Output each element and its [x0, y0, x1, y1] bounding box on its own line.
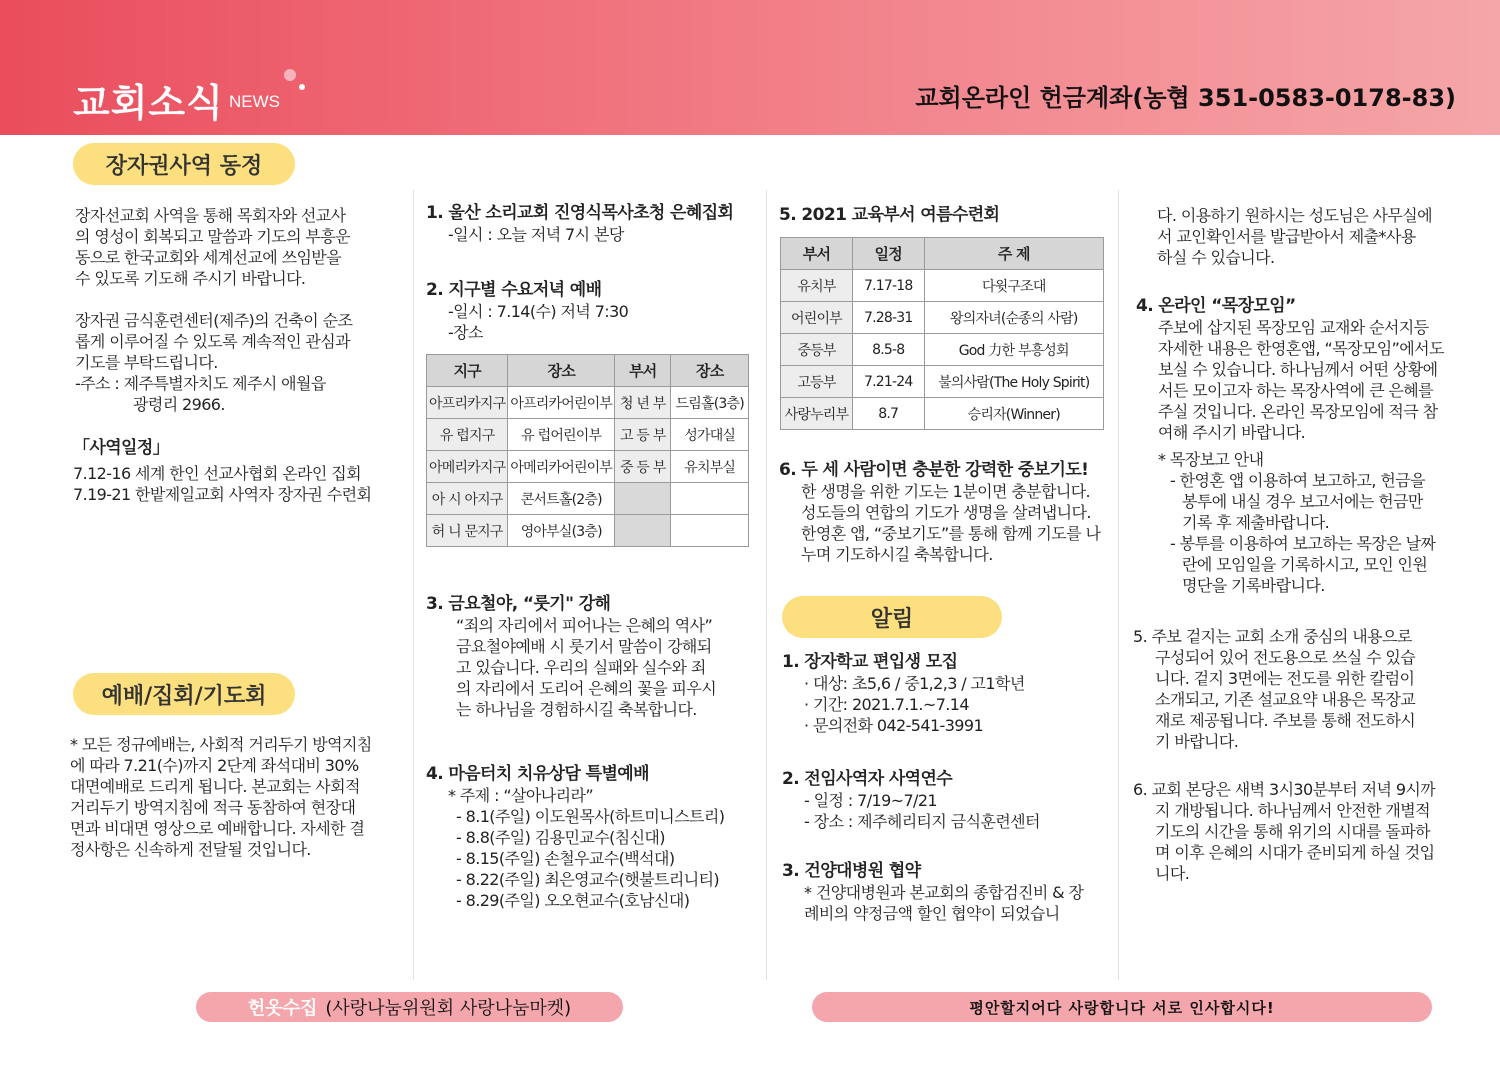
text-line: 에 따라 7.21(수)까지 2단계 좌석대비 30%	[70, 756, 359, 775]
text-line: 수 있도록 기도해 주시기 바랍니다.	[75, 269, 306, 288]
text-line: 서 교인확인서를 발급받아서 제출*사용	[1157, 227, 1416, 246]
text-line: 봉투에 내실 경우 보고서에는 헌금만	[1182, 492, 1423, 511]
text-line: 보실 수 있습니다. 하나님께서 어떤 상황에	[1158, 360, 1438, 379]
table-cell: 성가대실	[671, 419, 749, 451]
table-cell: 승리자(Winner)	[924, 398, 1103, 430]
column-divider	[413, 190, 414, 980]
decor-dot-small-icon	[299, 84, 305, 90]
page-title: 교회소식	[73, 81, 224, 125]
table-cell: 8.5-8	[852, 334, 924, 366]
table-header-row	[427, 355, 749, 387]
text-line: * 건양대병원과 본교회의 종합검진비 & 장	[804, 883, 1084, 902]
text-line: 6. 교회 본당은 새벽 3시30분부터 저녁 9시까	[1133, 780, 1436, 799]
table-header-cell: 주 제	[924, 238, 1103, 270]
item-detail: * 주제 : “살아나리라”	[448, 786, 594, 805]
table-row	[427, 483, 749, 515]
table-row	[427, 515, 749, 547]
notice5-block	[1133, 626, 1478, 752]
item-title: 4. 마음터치 치유상담 특별예배	[426, 764, 649, 784]
table-row	[781, 302, 1104, 334]
table-cell: 7.17-18	[852, 270, 924, 302]
table-row	[427, 387, 749, 419]
section-title-notice: 알림	[782, 596, 1002, 638]
footer-clothes-collection	[196, 992, 623, 1022]
text-line: · 기간: 2021.7.1.~7.14	[804, 695, 969, 714]
text-line: 재로 제공됩니다. 주보를 통해 전도하시	[1155, 711, 1416, 730]
worship-text	[70, 734, 405, 860]
schedule-item: 7.12-16 세계 한인 선교사협회 온라인 집회	[73, 464, 361, 483]
table-cell: 8.7	[852, 398, 924, 430]
footer-text: (사랑나눔위원회 사랑나눔마켓)	[325, 998, 572, 1019]
table-header-cell: 부서	[781, 238, 853, 270]
sub-title: * 목장보고 안내	[1158, 450, 1264, 469]
table-cell: 왕의자녀(순종의 사람)	[924, 302, 1103, 334]
text-line: * 모든 정규예배는, 사회적 거리두기 방역지침	[70, 735, 372, 754]
text-line: - 한영혼 앱 이용하여 보고하고, 헌금을	[1170, 471, 1425, 490]
item-title: 3. 건양대병원 협약	[782, 861, 921, 881]
retreat-table	[780, 237, 1104, 430]
text-line: “죄의 자리에서 피어나는 은혜의 역사”	[456, 616, 713, 635]
text-line: 는 하나님을 경험하시길 축복합니다.	[456, 700, 697, 719]
text-line: 소개되고, 기존 설교요약 내용은 목장교	[1155, 690, 1416, 709]
table-cell: 아 시 아지구	[427, 483, 508, 515]
table-cell: 7.21-24	[852, 366, 924, 398]
notice3-block	[782, 861, 1117, 924]
district-table	[426, 354, 749, 547]
section-title-jangja: 장자권사역 동정	[73, 143, 295, 185]
text-line: 정사항은 신속하게 전달될 것입니다.	[70, 840, 311, 859]
item-detail: -장소	[448, 323, 483, 342]
item-detail: -일시 : 오늘 저녁 7시 본당	[448, 225, 624, 244]
list-item: - 8.8(주일) 김용민교수(침신대)	[456, 828, 665, 847]
notice6-block	[1133, 779, 1478, 884]
address-line: -주소 : 제주특별자치도 제주시 애월읍	[75, 374, 326, 393]
text-line: 며 이후 은혜의 시대가 준비되게 하실 것입	[1155, 843, 1435, 862]
table-header-cell: 부서	[615, 355, 671, 387]
table-cell: 유치부실	[671, 451, 749, 483]
text-line: 금요철야예배 시 룻기서 말씀이 강해되	[456, 637, 712, 656]
table-cell: 중 등 부	[615, 451, 671, 483]
text-line: 기록 후 제출바랍니다.	[1182, 513, 1330, 532]
table-row	[781, 270, 1104, 302]
item-title: 2. 전임사역자 사역연수	[782, 769, 953, 789]
table-cell: 유치부	[781, 270, 853, 302]
list-item: - 8.15(주일) 손철우교수(백석대)	[456, 849, 675, 868]
table-row	[781, 366, 1104, 398]
table-cell-empty	[671, 483, 749, 515]
text-line: 란에 모임일을 기록하시고, 모인 인원	[1182, 555, 1428, 574]
table-header-cell: 장소	[508, 355, 615, 387]
text-line: 동으로 한국교회와 세계선교에 쓰임받을	[75, 248, 342, 267]
item-title: 4. 온라인 “목장모임”	[1136, 296, 1296, 316]
text-line: - 장소 : 제주헤리티지 금식훈련센터	[804, 812, 1040, 831]
list-item: - 8.22(주일) 최은영교수(햇불트리니티)	[456, 870, 720, 889]
item3-block	[426, 594, 761, 720]
table-header-cell: 지구	[427, 355, 508, 387]
text-line: 니다.	[1155, 864, 1190, 883]
notice2-block	[782, 769, 1112, 832]
table-cell: 고 등 부	[615, 419, 671, 451]
page-subtitle: NEWS	[229, 92, 280, 111]
table-cell: 7.28-31	[852, 302, 924, 334]
table-cell-empty	[615, 515, 671, 547]
item-title: 5. 2021 교육부서 여름수련회	[779, 205, 1000, 225]
table-cell: 고등부	[781, 366, 853, 398]
text-line: 여해 주시기 바랍니다.	[1158, 423, 1306, 442]
notice1-block	[782, 652, 1112, 736]
table-row	[427, 451, 749, 483]
list-item: - 8.29(주일) 오오현교수(호남신대)	[456, 891, 690, 910]
text-line: 5. 주보 겉지는 교회 소개 중심의 내용으로	[1133, 627, 1412, 646]
section-title-worship: 예배/집회/기도회	[73, 673, 295, 715]
text-line: 의 영성이 회복되고 말씀과 기도의 부흥운	[75, 227, 350, 246]
text-line: 구성되어 있어 전도용으로 쓰실 수 있습	[1155, 648, 1416, 667]
text-line: 면과 비대면 영상으로 예배합니다. 자세한 결	[70, 819, 365, 838]
text-line: · 대상: 초5,6 / 중1,2,3 / 고1학년	[804, 674, 1025, 693]
table-row	[781, 334, 1104, 366]
table-cell: 유 럽어린이부	[508, 419, 615, 451]
text-line: 한영혼 앱, “중보기도”를 통해 함께 기도를 나	[801, 524, 1101, 543]
item-title: 6. 두 세 사람이면 충분한 강력한 중보기도!	[779, 460, 1089, 480]
offering-account: 교회온라인 헌금계좌(농협 351-0583-0178-83)	[915, 84, 1456, 112]
decor-dot-icon	[284, 69, 296, 81]
schedule-item: 7.19-21 한밭제일교회 사역자 장자권 수련회	[73, 485, 372, 504]
item1-block	[426, 203, 761, 245]
item6-block	[779, 460, 1114, 565]
table-cell: 아프리카어린이부	[508, 387, 615, 419]
table-cell: 다윗구조대	[924, 270, 1103, 302]
text-line: 롭게 이루어질 수 있도록 계속적인 관심과	[75, 332, 350, 351]
item-title: 1. 장자학교 편입생 모집	[782, 652, 958, 672]
text-line: 성도들의 연합의 기도가 생명을 살려냅니다.	[801, 503, 1091, 522]
footer-highlight: 헌옷수집	[247, 998, 318, 1019]
text-line: - 일정 : 7/19~7/21	[804, 791, 937, 810]
table-cell: 드림홀(3층)	[671, 387, 749, 419]
text-line: 대면예배로 드리게 됩니다. 본교회는 사회적	[70, 777, 360, 796]
text-line: 주보에 삽지된 목장모임 교재와 순서지등	[1158, 318, 1429, 337]
address-line: 광령리 2966.	[133, 395, 225, 414]
text-line: 장자선교회 사역을 통해 목회자와 선교사	[75, 206, 346, 225]
table-cell: 중등부	[781, 334, 853, 366]
text-line: 례비의 약정금액 할인 협약이 되었습니	[804, 904, 1060, 923]
item4-block	[426, 764, 761, 911]
text-line: 기도를 부탁드립니다.	[75, 353, 218, 372]
item-detail: -일시 : 7.14(수) 저녁 7:30	[448, 302, 629, 321]
text-line: 기 바랍니다.	[1155, 732, 1239, 751]
text-line: 한 생명을 위한 기도는 1분이면 충분합니다.	[801, 482, 1091, 501]
list-item: - 8.1(주일) 이도원목사(하트미니스트리)	[456, 807, 725, 826]
table-cell-empty	[671, 515, 749, 547]
item-title: 1. 울산 소리교회 진영식목사초청 은혜집회	[426, 203, 734, 223]
table-cell: 아프리카지구	[427, 387, 508, 419]
text-line: 주실 것입니다. 온라인 목장모임에 적극 참	[1158, 402, 1438, 421]
header-banner	[0, 0, 1500, 135]
table-header-cell: 장소	[671, 355, 749, 387]
table-cell: 불의사람(The Holy Spirit)	[924, 366, 1103, 398]
table-header-cell: 일정	[852, 238, 924, 270]
text-line: 거리두기 방역지침에 적극 동참하여 현장대	[70, 798, 356, 817]
table-cell: 유 럽지구	[427, 419, 508, 451]
text-line: 하실 수 있습니다.	[1157, 248, 1275, 267]
table-cell: 영아부실(3층)	[508, 515, 615, 547]
table-cell: God 力한 부흥성회	[924, 334, 1103, 366]
table-row	[781, 398, 1104, 430]
table-cell: 어린이부	[781, 302, 853, 334]
table-cell: 청 년 부	[615, 387, 671, 419]
text-line: 의 자리에서 도리어 은혜의 꽃을 피우시	[456, 679, 717, 698]
text-line: 기도의 시간을 통해 위기의 시대를 돌파하	[1155, 822, 1430, 841]
table-cell: 아메리카지구	[427, 451, 508, 483]
item5-block	[779, 205, 1109, 226]
text-line: 서든 모이고자 하는 목장사역에 큰 은혜를	[1158, 381, 1433, 400]
text-line: 명단을 기록바랍니다.	[1182, 576, 1325, 595]
jangja-text	[75, 205, 405, 415]
text-line: 다. 이용하기 원하시는 성도님은 사무실에	[1157, 206, 1432, 225]
text-line: 누며 기도하시길 축복합니다.	[801, 545, 993, 564]
table-cell: 사랑누리부	[781, 398, 853, 430]
item2-block	[426, 280, 761, 343]
column-divider	[766, 190, 767, 980]
table-header-row	[781, 238, 1104, 270]
text-line: · 문의전화 042-541-3991	[804, 716, 984, 735]
text-line: 니다. 겉지 3면에는 전도를 위한 칼럼이	[1155, 669, 1415, 688]
table-cell: 콘서트홀(2층)	[508, 483, 615, 515]
notice4-block	[1136, 296, 1476, 596]
footer-greeting: 평안할지어다 사랑합니다 서로 인사합시다!	[812, 992, 1432, 1022]
table-row	[427, 419, 749, 451]
table-cell-empty	[615, 483, 671, 515]
item-title: 2. 지구별 수요저녁 예배	[426, 280, 602, 300]
text-line: - 봉투를 이용하여 보고하는 목장은 날짜	[1170, 534, 1436, 553]
table-cell: 아메리카어린이부	[508, 451, 615, 483]
item-title: 3. 금요철야, “룻기" 강해	[426, 594, 611, 614]
schedule-title: 「사역일정」	[73, 438, 170, 458]
table-cell: 허 니 문지구	[427, 515, 508, 547]
text-line: 장자권 금식훈련센터(제주)의 건축이 순조	[75, 311, 353, 330]
text-line: 고 있습니다. 우리의 실패와 실수와 죄	[456, 658, 706, 677]
text-line: 자세한 내용은 한영혼앱, “목장모임”에서도	[1158, 339, 1444, 358]
text-line: 지 개방됩니다. 하나님께서 안전한 개별적	[1155, 801, 1430, 820]
notice3-continued	[1157, 205, 1477, 268]
column-divider	[1118, 190, 1119, 980]
schedule-block	[73, 438, 408, 505]
